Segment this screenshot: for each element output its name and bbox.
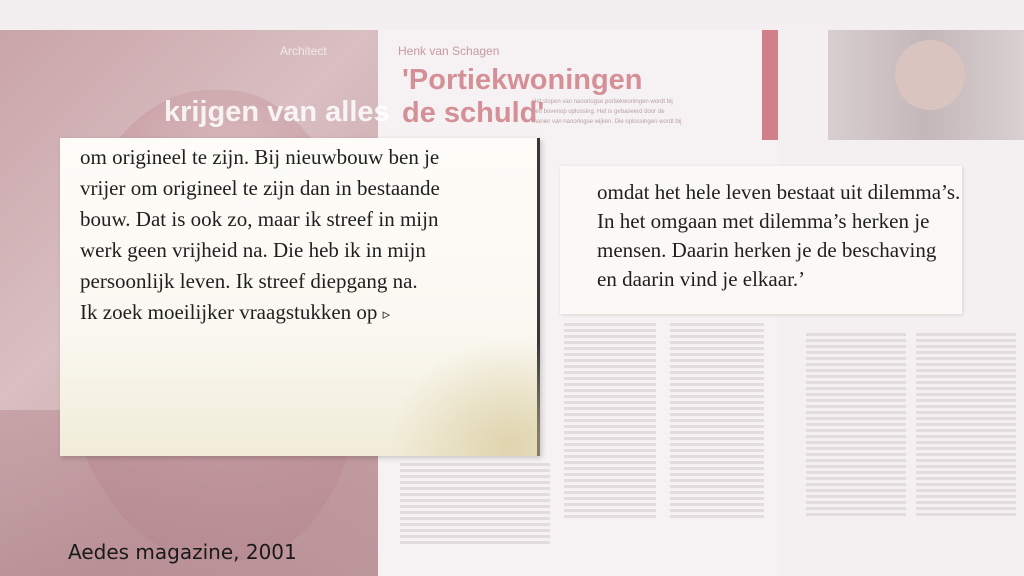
article-column	[916, 330, 1016, 570]
clipping-line: bouw. Dat is ook zo, maar ik streef in mijn	[80, 207, 439, 231]
author-label-left: Architect	[280, 44, 327, 58]
clipping-line: werk geen vrijheid na. Die heb ik in mijn	[80, 238, 426, 262]
clipping-line: persoonlijk leven. Ik streef diepgang na.	[80, 269, 418, 293]
clipping-line: vrijer om origineel te zijn dan in bestaande	[80, 176, 440, 200]
clipping-line: In het omgaan met dilemma’s herken je	[597, 209, 930, 233]
clipping-line: om origineel te zijn. Bij nieuwbouw ben je	[80, 145, 440, 169]
article-column	[400, 460, 550, 570]
clipping-line: omdat het hele leven bestaat uit dilemma’s.	[597, 180, 961, 204]
source-caption: Aedes magazine, 2001	[68, 540, 297, 564]
article-column	[806, 330, 906, 570]
article-heading: krijgen van alles	[164, 96, 390, 128]
continue-arrow-icon: ▹	[382, 307, 391, 323]
clipping-line: mensen. Daarin herken je de beschaving	[597, 238, 937, 262]
right-photo-person	[895, 40, 965, 110]
article-column	[670, 320, 764, 570]
clipping-line: en daarin vind je elkaar.’	[597, 267, 806, 291]
clipping-line-last	[80, 297, 440, 331]
red-accent-stripe	[762, 30, 778, 140]
article-deck: Het slopen van naoorlogse portiekwoningen wordt bij hen bovenop oplossing. Het is gebaseerd door de manier van naoorlogse wijken. Die oplossingen wordt bij	[532, 99, 682, 125]
article-title-line: de schuld'	[402, 97, 545, 129]
article-author: Henk van Schagen	[398, 44, 500, 58]
paper-stain	[390, 338, 540, 456]
clipping-text	[597, 178, 960, 294]
article-column	[564, 320, 656, 570]
quote-clipping-right	[560, 166, 962, 314]
article-title-line: 'Portiekwoningen	[402, 64, 643, 96]
clipping-text	[80, 142, 440, 331]
quote-clipping-left	[60, 138, 540, 456]
clipping-line: Ik zoek moeilijker vraagstukken op	[80, 300, 378, 324]
